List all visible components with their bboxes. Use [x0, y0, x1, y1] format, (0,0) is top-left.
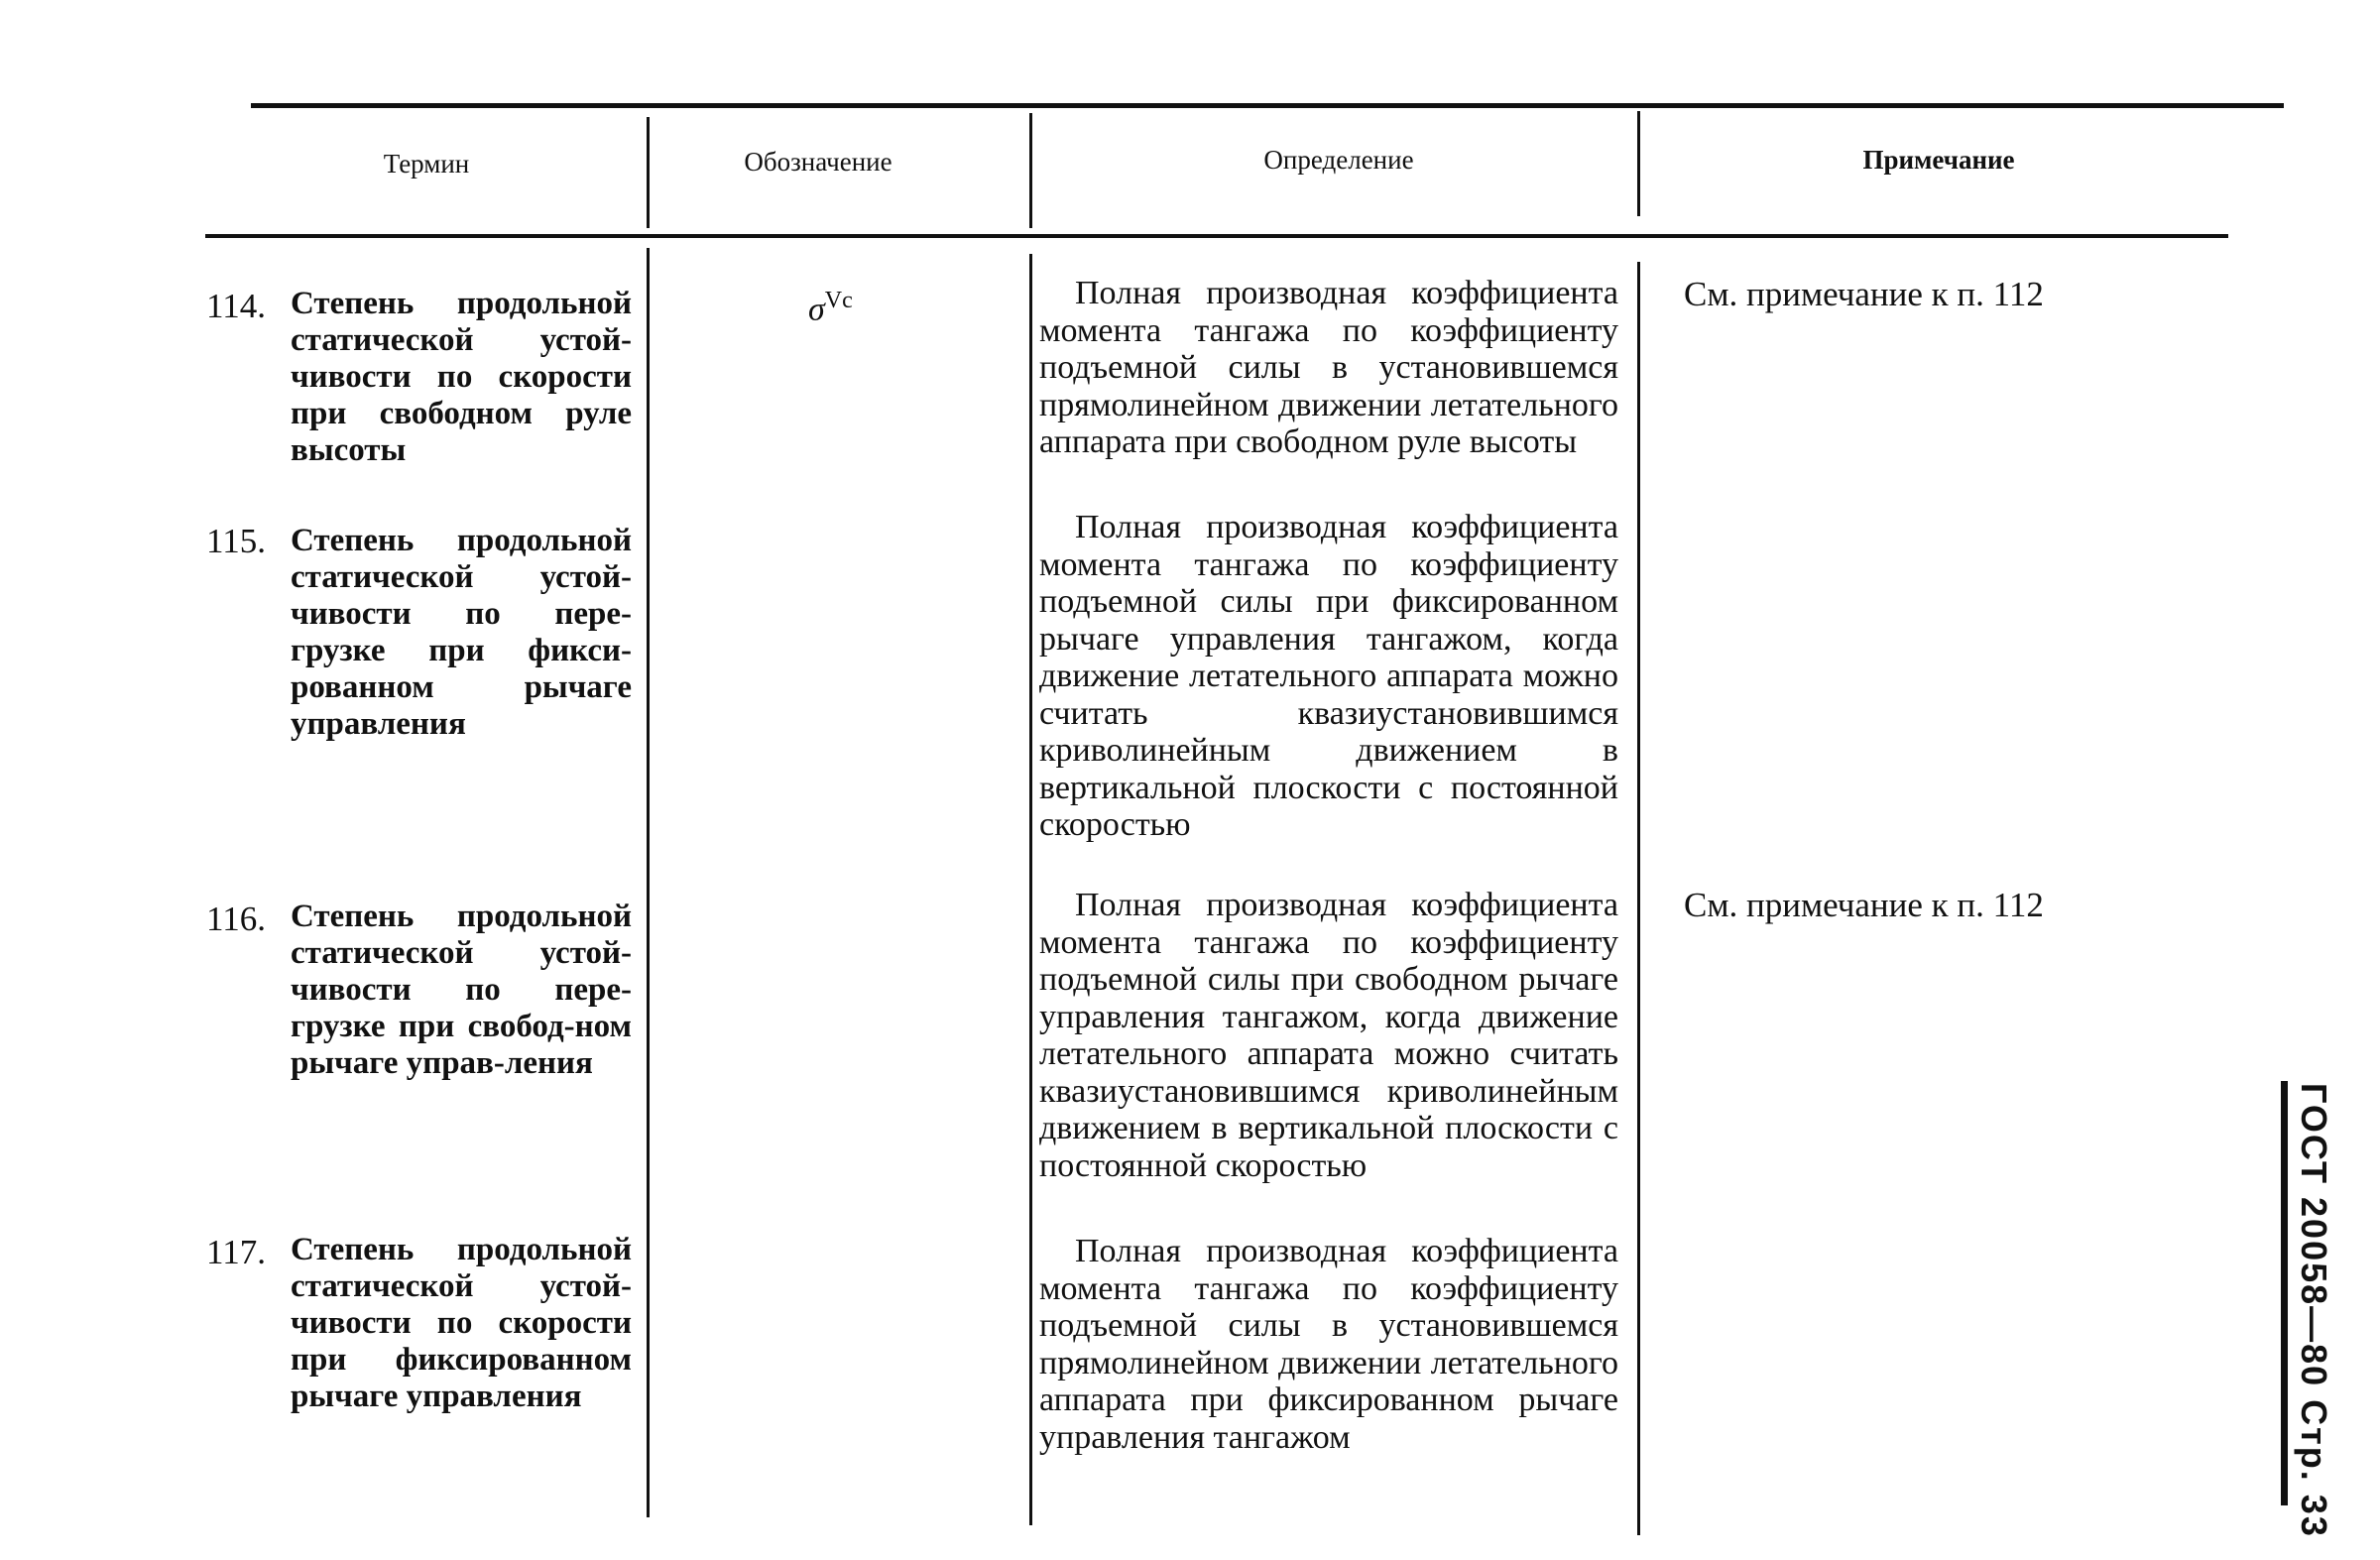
row-115-definition-text: Полная производная коэффициента момента тангажа по коэффициенту подъемной силы при фиксированном рычаге управления тангажом, когда движение летательного аппарата можно считать квазиустановившимся криволинейным движением в вертикальной плоскости с постоянной скоростью — [1039, 509, 1618, 843]
row-115-definition — [1039, 509, 1618, 844]
row-116-note: См. примечание к п. 112 — [1684, 886, 2044, 924]
row-116-definition-text: Полная производная коэффициента момента тангажа по коэффициенту подъемной силы при свободном рычаге управления тангажом, когда движение летательного аппарата можно считать квазиустановившимся криволинейным движением в вертикальной плоскости с постоянной скоростью — [1039, 887, 1618, 1184]
body-divider-3 — [1637, 262, 1640, 1535]
row-117-definition — [1039, 1233, 1618, 1456]
header-definition: Определение — [1263, 145, 1414, 175]
header-divider-2 — [1029, 113, 1032, 228]
header-divider-3 — [1637, 111, 1640, 216]
row-114-number: 114. — [206, 287, 266, 325]
header-note: Примечание — [1862, 145, 2015, 175]
row-117-number: 117. — [206, 1233, 266, 1271]
side-label: ГОСТ 20058—80 Стр. 33 — [2294, 1083, 2334, 1538]
side-label-bar — [2281, 1081, 2288, 1505]
row-117-definition-text: Полная производная коэффициента момента тангажа по коэффициенту подъемной силы в установившемся прямолинейном движении летательного аппарата при фиксированном рычаге управления тангажом — [1039, 1233, 1618, 1456]
header-term: Термин — [383, 149, 470, 179]
row-114-definition-text: Полная производная коэффициента момента тангажа по коэффициенту подъемной силы в установившемся прямолинейном движении летательного аппарата при свободном руле высоты — [1039, 275, 1618, 460]
body-divider-1 — [647, 248, 650, 1517]
row-115-number: 115. — [206, 522, 266, 560]
row-115-term: Степень продольной статической устой-чивости по пере-грузке при фикси-рованном рычаге управления — [291, 523, 632, 742]
row-114-definition — [1039, 275, 1618, 461]
table-top-rule — [251, 103, 2284, 108]
row-116-term: Степень продольной статической устой-чивости по пере-грузке при свобод-ном рычаге управ-ления — [291, 899, 632, 1081]
header-divider-1 — [647, 117, 650, 228]
row-116-definition — [1039, 887, 1618, 1184]
table-header-rule — [205, 234, 2228, 238]
row-114-designation-subscript: Vc — [824, 288, 853, 313]
row-114-designation-symbol: σ — [808, 291, 825, 328]
row-116-number: 116. — [206, 900, 266, 938]
body-divider-2 — [1029, 254, 1032, 1525]
row-114-note: См. примечание к п. 112 — [1684, 275, 2044, 313]
row-114-term: Степень продольной статической устой-чивости по скорости при свободном руле высоты — [291, 286, 632, 468]
row-114-designation — [808, 288, 853, 328]
row-117-term: Степень продольной статической устой-чивости по скорости при фиксированном рычаге управления — [291, 1232, 632, 1414]
header-designation: Обозначение — [744, 147, 892, 177]
